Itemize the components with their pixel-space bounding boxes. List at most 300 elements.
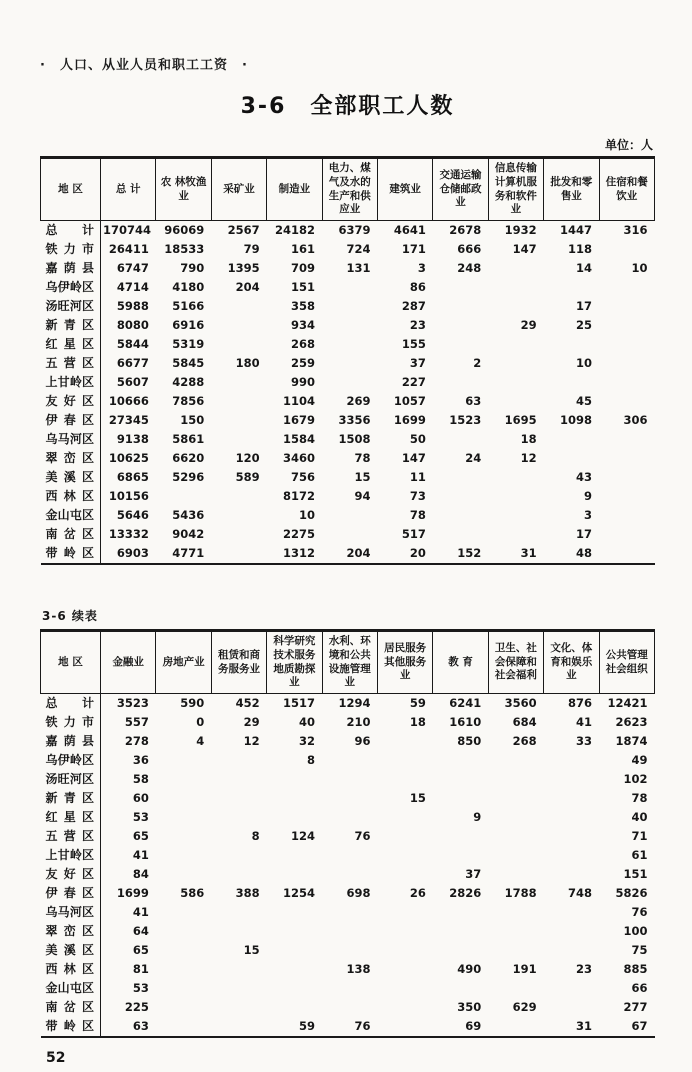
- table-row: [41, 751, 655, 770]
- value-cell: [322, 865, 377, 884]
- value-cell: [488, 278, 543, 297]
- value-cell: 23: [576, 962, 593, 976]
- value-cell: 59: [299, 1019, 316, 1033]
- value-cell: 248: [457, 261, 482, 275]
- region-cell: 嘉 荫 县: [41, 732, 101, 751]
- value-cell: [211, 846, 266, 865]
- value-cell: 2275: [283, 527, 316, 541]
- value-cell: 150: [180, 413, 205, 427]
- value-cell: 53: [132, 981, 149, 995]
- value-cell: 17: [576, 527, 593, 541]
- value-cell: 1312: [283, 546, 316, 560]
- column-header: 卫生、社会保障和社会福利: [488, 631, 543, 694]
- value-cell: 78: [354, 451, 371, 465]
- table-row: [41, 1017, 655, 1037]
- table-row: [41, 865, 655, 884]
- value-cell: 3460: [283, 451, 316, 465]
- value-cell: 590: [180, 696, 205, 710]
- value-cell: [544, 979, 599, 998]
- value-cell: [322, 846, 377, 865]
- value-cell: 2: [473, 356, 482, 370]
- value-cell: 490: [457, 962, 482, 976]
- value-cell: 1447: [560, 223, 593, 237]
- employment-table-main: [40, 156, 655, 565]
- value-cell: [156, 979, 211, 998]
- value-cell: 1517: [283, 696, 316, 710]
- value-cell: [544, 998, 599, 1017]
- value-cell: 66: [631, 981, 648, 995]
- value-cell: [488, 827, 543, 846]
- value-cell: 358: [291, 299, 316, 313]
- value-cell: [544, 903, 599, 922]
- value-cell: [433, 335, 488, 354]
- value-cell: 49: [631, 753, 648, 767]
- value-cell: 151: [623, 867, 648, 881]
- value-cell: [267, 808, 322, 827]
- value-cell: 11: [409, 470, 426, 484]
- value-cell: [156, 751, 211, 770]
- value-cell: [488, 808, 543, 827]
- table-row: [41, 240, 655, 259]
- table-row: [41, 297, 655, 316]
- value-cell: [156, 770, 211, 789]
- region-cell: 友 好 区: [41, 392, 101, 411]
- value-cell: 10625: [108, 451, 149, 465]
- value-cell: [433, 770, 488, 789]
- employment-table-continued: [40, 629, 655, 1038]
- value-cell: 161: [291, 242, 316, 256]
- value-cell: [433, 789, 488, 808]
- value-cell: 5988: [116, 299, 149, 313]
- table-row: [41, 449, 655, 468]
- value-cell: [377, 732, 432, 751]
- value-cell: [544, 808, 599, 827]
- value-cell: 4288: [172, 375, 205, 389]
- value-cell: 58: [132, 772, 149, 786]
- value-cell: 5436: [172, 508, 205, 522]
- value-cell: [544, 827, 599, 846]
- table-row: [41, 392, 655, 411]
- value-cell: [488, 506, 543, 525]
- value-cell: 10: [576, 356, 593, 370]
- value-cell: 1057: [393, 394, 426, 408]
- value-cell: 60: [132, 791, 149, 805]
- value-cell: [322, 998, 377, 1017]
- value-cell: [322, 751, 377, 770]
- value-cell: 96: [354, 734, 371, 748]
- value-cell: [267, 998, 322, 1017]
- value-cell: [599, 449, 654, 468]
- value-cell: 388: [235, 886, 260, 900]
- value-cell: [377, 846, 432, 865]
- region-cell: 金山屯区: [41, 506, 101, 525]
- value-cell: [156, 1017, 211, 1037]
- value-cell: 1874: [615, 734, 648, 748]
- value-cell: [156, 487, 211, 506]
- value-cell: 180: [235, 356, 260, 370]
- value-cell: [433, 487, 488, 506]
- region-cell: 汤旺河区: [41, 297, 101, 316]
- column-header: 房地产业: [156, 631, 211, 694]
- value-cell: 6379: [338, 223, 371, 237]
- column-header: 租赁和商务服务业: [211, 631, 266, 694]
- value-cell: [599, 430, 654, 449]
- region-cell: 上甘岭区: [41, 373, 101, 392]
- value-cell: [599, 392, 654, 411]
- table-row: [41, 525, 655, 544]
- column-header: 建筑业: [377, 158, 432, 221]
- region-cell: 伊 春 区: [41, 411, 101, 430]
- value-cell: [433, 430, 488, 449]
- value-cell: [488, 1017, 543, 1037]
- value-cell: [211, 335, 266, 354]
- table-row: [41, 335, 655, 354]
- value-cell: [156, 808, 211, 827]
- value-cell: [211, 411, 266, 430]
- value-cell: 748: [568, 886, 593, 900]
- value-cell: 6865: [116, 470, 149, 484]
- value-cell: 37: [465, 867, 482, 881]
- value-cell: [433, 278, 488, 297]
- value-cell: [211, 789, 266, 808]
- table-row: [41, 998, 655, 1017]
- value-cell: 32: [299, 734, 316, 748]
- value-cell: [156, 998, 211, 1017]
- table-row: [41, 468, 655, 487]
- column-header: 批发和零售业: [544, 158, 599, 221]
- value-cell: 6903: [116, 546, 149, 560]
- value-cell: [599, 316, 654, 335]
- value-cell: [544, 430, 599, 449]
- page-title: 3-6 全部职工人数: [240, 94, 455, 119]
- value-cell: [211, 960, 266, 979]
- value-cell: [211, 1017, 266, 1037]
- value-cell: 10: [631, 261, 648, 275]
- value-cell: 12421: [607, 696, 648, 710]
- value-cell: 12: [243, 734, 260, 748]
- value-cell: [544, 789, 599, 808]
- value-cell: 7856: [172, 394, 205, 408]
- column-header: 交通运输仓储邮政业: [433, 158, 488, 221]
- value-cell: [433, 525, 488, 544]
- value-cell: 204: [346, 546, 371, 560]
- table-header-row: [41, 631, 655, 694]
- value-cell: 10156: [108, 489, 149, 503]
- value-cell: 268: [291, 337, 316, 351]
- value-cell: 3: [584, 508, 593, 522]
- value-cell: 86: [409, 280, 426, 294]
- value-cell: [377, 827, 432, 846]
- value-cell: 48: [576, 546, 593, 560]
- value-cell: 15: [409, 791, 426, 805]
- value-cell: [544, 335, 599, 354]
- value-cell: 1104: [283, 394, 316, 408]
- value-cell: 204: [235, 280, 260, 294]
- value-cell: [377, 865, 432, 884]
- value-cell: 934: [291, 318, 316, 332]
- region-cell: 总 计: [41, 221, 101, 241]
- value-cell: 41: [132, 905, 149, 919]
- region-cell: 汤旺河区: [41, 770, 101, 789]
- value-cell: 306: [623, 413, 648, 427]
- region-cell: 红 星 区: [41, 808, 101, 827]
- value-cell: [156, 960, 211, 979]
- column-header: 教 育: [433, 631, 488, 694]
- value-cell: 10666: [108, 394, 149, 408]
- value-cell: [211, 770, 266, 789]
- value-cell: 1508: [338, 432, 371, 446]
- value-cell: 4641: [393, 223, 426, 237]
- value-cell: 41: [132, 848, 149, 862]
- table-row: [41, 884, 655, 903]
- value-cell: [211, 392, 266, 411]
- value-cell: 94: [354, 489, 371, 503]
- value-cell: 666: [457, 242, 482, 256]
- value-cell: [322, 922, 377, 941]
- column-header: 总 计: [101, 158, 156, 221]
- value-cell: 6747: [116, 261, 149, 275]
- value-cell: 724: [346, 242, 371, 256]
- table-row: [41, 808, 655, 827]
- value-cell: [488, 525, 543, 544]
- column-header: 电力、煤气及水的生产和供应业: [322, 158, 377, 221]
- value-cell: 1294: [338, 696, 371, 710]
- value-cell: 13332: [108, 527, 149, 541]
- value-cell: 557: [124, 715, 149, 729]
- value-cell: [433, 468, 488, 487]
- value-cell: [211, 751, 266, 770]
- value-cell: 0: [196, 715, 205, 729]
- value-cell: [322, 297, 377, 316]
- value-cell: [544, 770, 599, 789]
- value-cell: 316: [623, 223, 648, 237]
- value-cell: 147: [401, 451, 426, 465]
- value-cell: [433, 941, 488, 960]
- value-cell: 15: [354, 470, 371, 484]
- value-cell: [599, 240, 654, 259]
- value-cell: 5319: [172, 337, 205, 351]
- value-cell: 147: [512, 242, 537, 256]
- value-cell: 17: [576, 299, 593, 313]
- continuation-label: 3-6 续表: [42, 609, 98, 623]
- value-cell: 227: [401, 375, 426, 389]
- value-cell: [156, 941, 211, 960]
- value-cell: 100: [623, 924, 648, 938]
- value-cell: 3560: [504, 696, 537, 710]
- value-cell: 452: [235, 696, 260, 710]
- value-cell: 31: [520, 546, 537, 560]
- value-cell: [377, 808, 432, 827]
- table-row: [41, 694, 655, 714]
- value-cell: [488, 335, 543, 354]
- value-cell: 170744: [103, 223, 152, 237]
- table-row: [41, 506, 655, 525]
- value-cell: 37: [409, 356, 426, 370]
- value-cell: [599, 487, 654, 506]
- value-cell: 8: [251, 829, 260, 843]
- value-cell: 81: [132, 962, 149, 976]
- value-cell: 26411: [108, 242, 149, 256]
- value-cell: [322, 789, 377, 808]
- value-cell: 268: [512, 734, 537, 748]
- value-cell: 259: [291, 356, 316, 370]
- value-cell: 131: [346, 261, 371, 275]
- value-cell: [488, 789, 543, 808]
- table-row: [41, 827, 655, 846]
- value-cell: 885: [623, 962, 648, 976]
- region-cell: 美 溪 区: [41, 468, 101, 487]
- value-cell: [599, 544, 654, 564]
- value-cell: 40: [631, 810, 648, 824]
- value-cell: [488, 259, 543, 278]
- region-cell: 乌马河区: [41, 430, 101, 449]
- value-cell: 24182: [275, 223, 316, 237]
- value-cell: [544, 865, 599, 884]
- value-cell: [322, 335, 377, 354]
- value-cell: 876: [568, 696, 593, 710]
- value-cell: 1699: [116, 886, 149, 900]
- unit-note: 单位：人: [604, 138, 653, 152]
- value-cell: 45: [576, 394, 593, 408]
- value-cell: [322, 316, 377, 335]
- value-cell: 78: [409, 508, 426, 522]
- value-cell: 1395: [227, 261, 260, 275]
- region-cell: 西 林 区: [41, 487, 101, 506]
- value-cell: [599, 278, 654, 297]
- table-row: [41, 713, 655, 732]
- region-cell: 新 青 区: [41, 789, 101, 808]
- value-cell: 23: [409, 318, 426, 332]
- value-cell: 36: [132, 753, 149, 767]
- column-header: 地 区: [41, 631, 101, 694]
- value-cell: 225: [124, 1000, 149, 1014]
- value-cell: [377, 903, 432, 922]
- value-cell: [433, 903, 488, 922]
- column-header: 农 林牧渔业: [156, 158, 211, 221]
- value-cell: [433, 751, 488, 770]
- value-cell: [211, 487, 266, 506]
- value-cell: 278: [124, 734, 149, 748]
- value-cell: 78: [631, 791, 648, 805]
- table-row: [41, 430, 655, 449]
- column-header: 采矿业: [211, 158, 266, 221]
- value-cell: 2567: [227, 223, 260, 237]
- value-cell: [433, 846, 488, 865]
- value-cell: 709: [291, 261, 316, 275]
- value-cell: 9: [584, 489, 593, 503]
- value-cell: [322, 506, 377, 525]
- value-cell: [433, 297, 488, 316]
- table-row: [41, 487, 655, 506]
- value-cell: 53: [132, 810, 149, 824]
- value-cell: 12: [520, 451, 537, 465]
- value-cell: [211, 865, 266, 884]
- value-cell: [322, 770, 377, 789]
- value-cell: [488, 487, 543, 506]
- value-cell: [377, 770, 432, 789]
- table-row: [41, 354, 655, 373]
- region-cell: 新 青 区: [41, 316, 101, 335]
- value-cell: [156, 865, 211, 884]
- value-cell: 3: [417, 261, 426, 275]
- region-cell: 红 星 区: [41, 335, 101, 354]
- value-cell: [599, 373, 654, 392]
- value-cell: 76: [631, 905, 648, 919]
- value-cell: 1932: [504, 223, 537, 237]
- value-cell: 5861: [172, 432, 205, 446]
- value-cell: 6241: [449, 696, 482, 710]
- value-cell: 5166: [172, 299, 205, 313]
- value-cell: 25: [576, 318, 593, 332]
- value-cell: 6916: [172, 318, 205, 332]
- value-cell: 65: [132, 829, 149, 843]
- value-cell: [322, 373, 377, 392]
- value-cell: 118: [568, 242, 593, 256]
- region-cell: 带 岭 区: [41, 544, 101, 564]
- value-cell: [544, 922, 599, 941]
- value-cell: 69: [465, 1019, 482, 1033]
- value-cell: 2678: [449, 223, 482, 237]
- value-cell: [488, 770, 543, 789]
- column-header: 金融业: [101, 631, 156, 694]
- value-cell: [156, 789, 211, 808]
- value-cell: [267, 865, 322, 884]
- value-cell: [211, 903, 266, 922]
- value-cell: 9138: [116, 432, 149, 446]
- table-row: [41, 789, 655, 808]
- value-cell: [211, 316, 266, 335]
- value-cell: 790: [180, 261, 205, 275]
- region-cell: 乌伊岭区: [41, 751, 101, 770]
- value-cell: [267, 770, 322, 789]
- column-header: 文化、体育和娱乐业: [544, 631, 599, 694]
- value-cell: [433, 316, 488, 335]
- value-cell: 684: [512, 715, 537, 729]
- table-row: [41, 221, 655, 241]
- value-cell: [211, 430, 266, 449]
- value-cell: 64: [132, 924, 149, 938]
- value-cell: [544, 941, 599, 960]
- value-cell: 6620: [172, 451, 205, 465]
- value-cell: 5844: [116, 337, 149, 351]
- region-cell: 友 好 区: [41, 865, 101, 884]
- region-cell: 乌伊岭区: [41, 278, 101, 297]
- value-cell: 5826: [615, 886, 648, 900]
- table-row: [41, 846, 655, 865]
- region-cell: 美 溪 区: [41, 941, 101, 960]
- value-cell: 2826: [449, 886, 482, 900]
- value-cell: [488, 922, 543, 941]
- value-cell: 120: [235, 451, 260, 465]
- value-cell: [488, 846, 543, 865]
- value-cell: [544, 278, 599, 297]
- value-cell: 155: [401, 337, 426, 351]
- value-cell: 5607: [116, 375, 149, 389]
- value-cell: [322, 941, 377, 960]
- table-header-row: [41, 158, 655, 221]
- value-cell: [488, 941, 543, 960]
- value-cell: 4771: [172, 546, 205, 560]
- value-cell: 29: [520, 318, 537, 332]
- value-cell: 79: [243, 242, 260, 256]
- value-cell: 63: [465, 394, 482, 408]
- region-cell: 带 岭 区: [41, 1017, 101, 1037]
- value-cell: 102: [623, 772, 648, 786]
- region-cell: 南 岔 区: [41, 998, 101, 1017]
- value-cell: 59: [409, 696, 426, 710]
- value-cell: 76: [354, 1019, 371, 1033]
- value-cell: [322, 525, 377, 544]
